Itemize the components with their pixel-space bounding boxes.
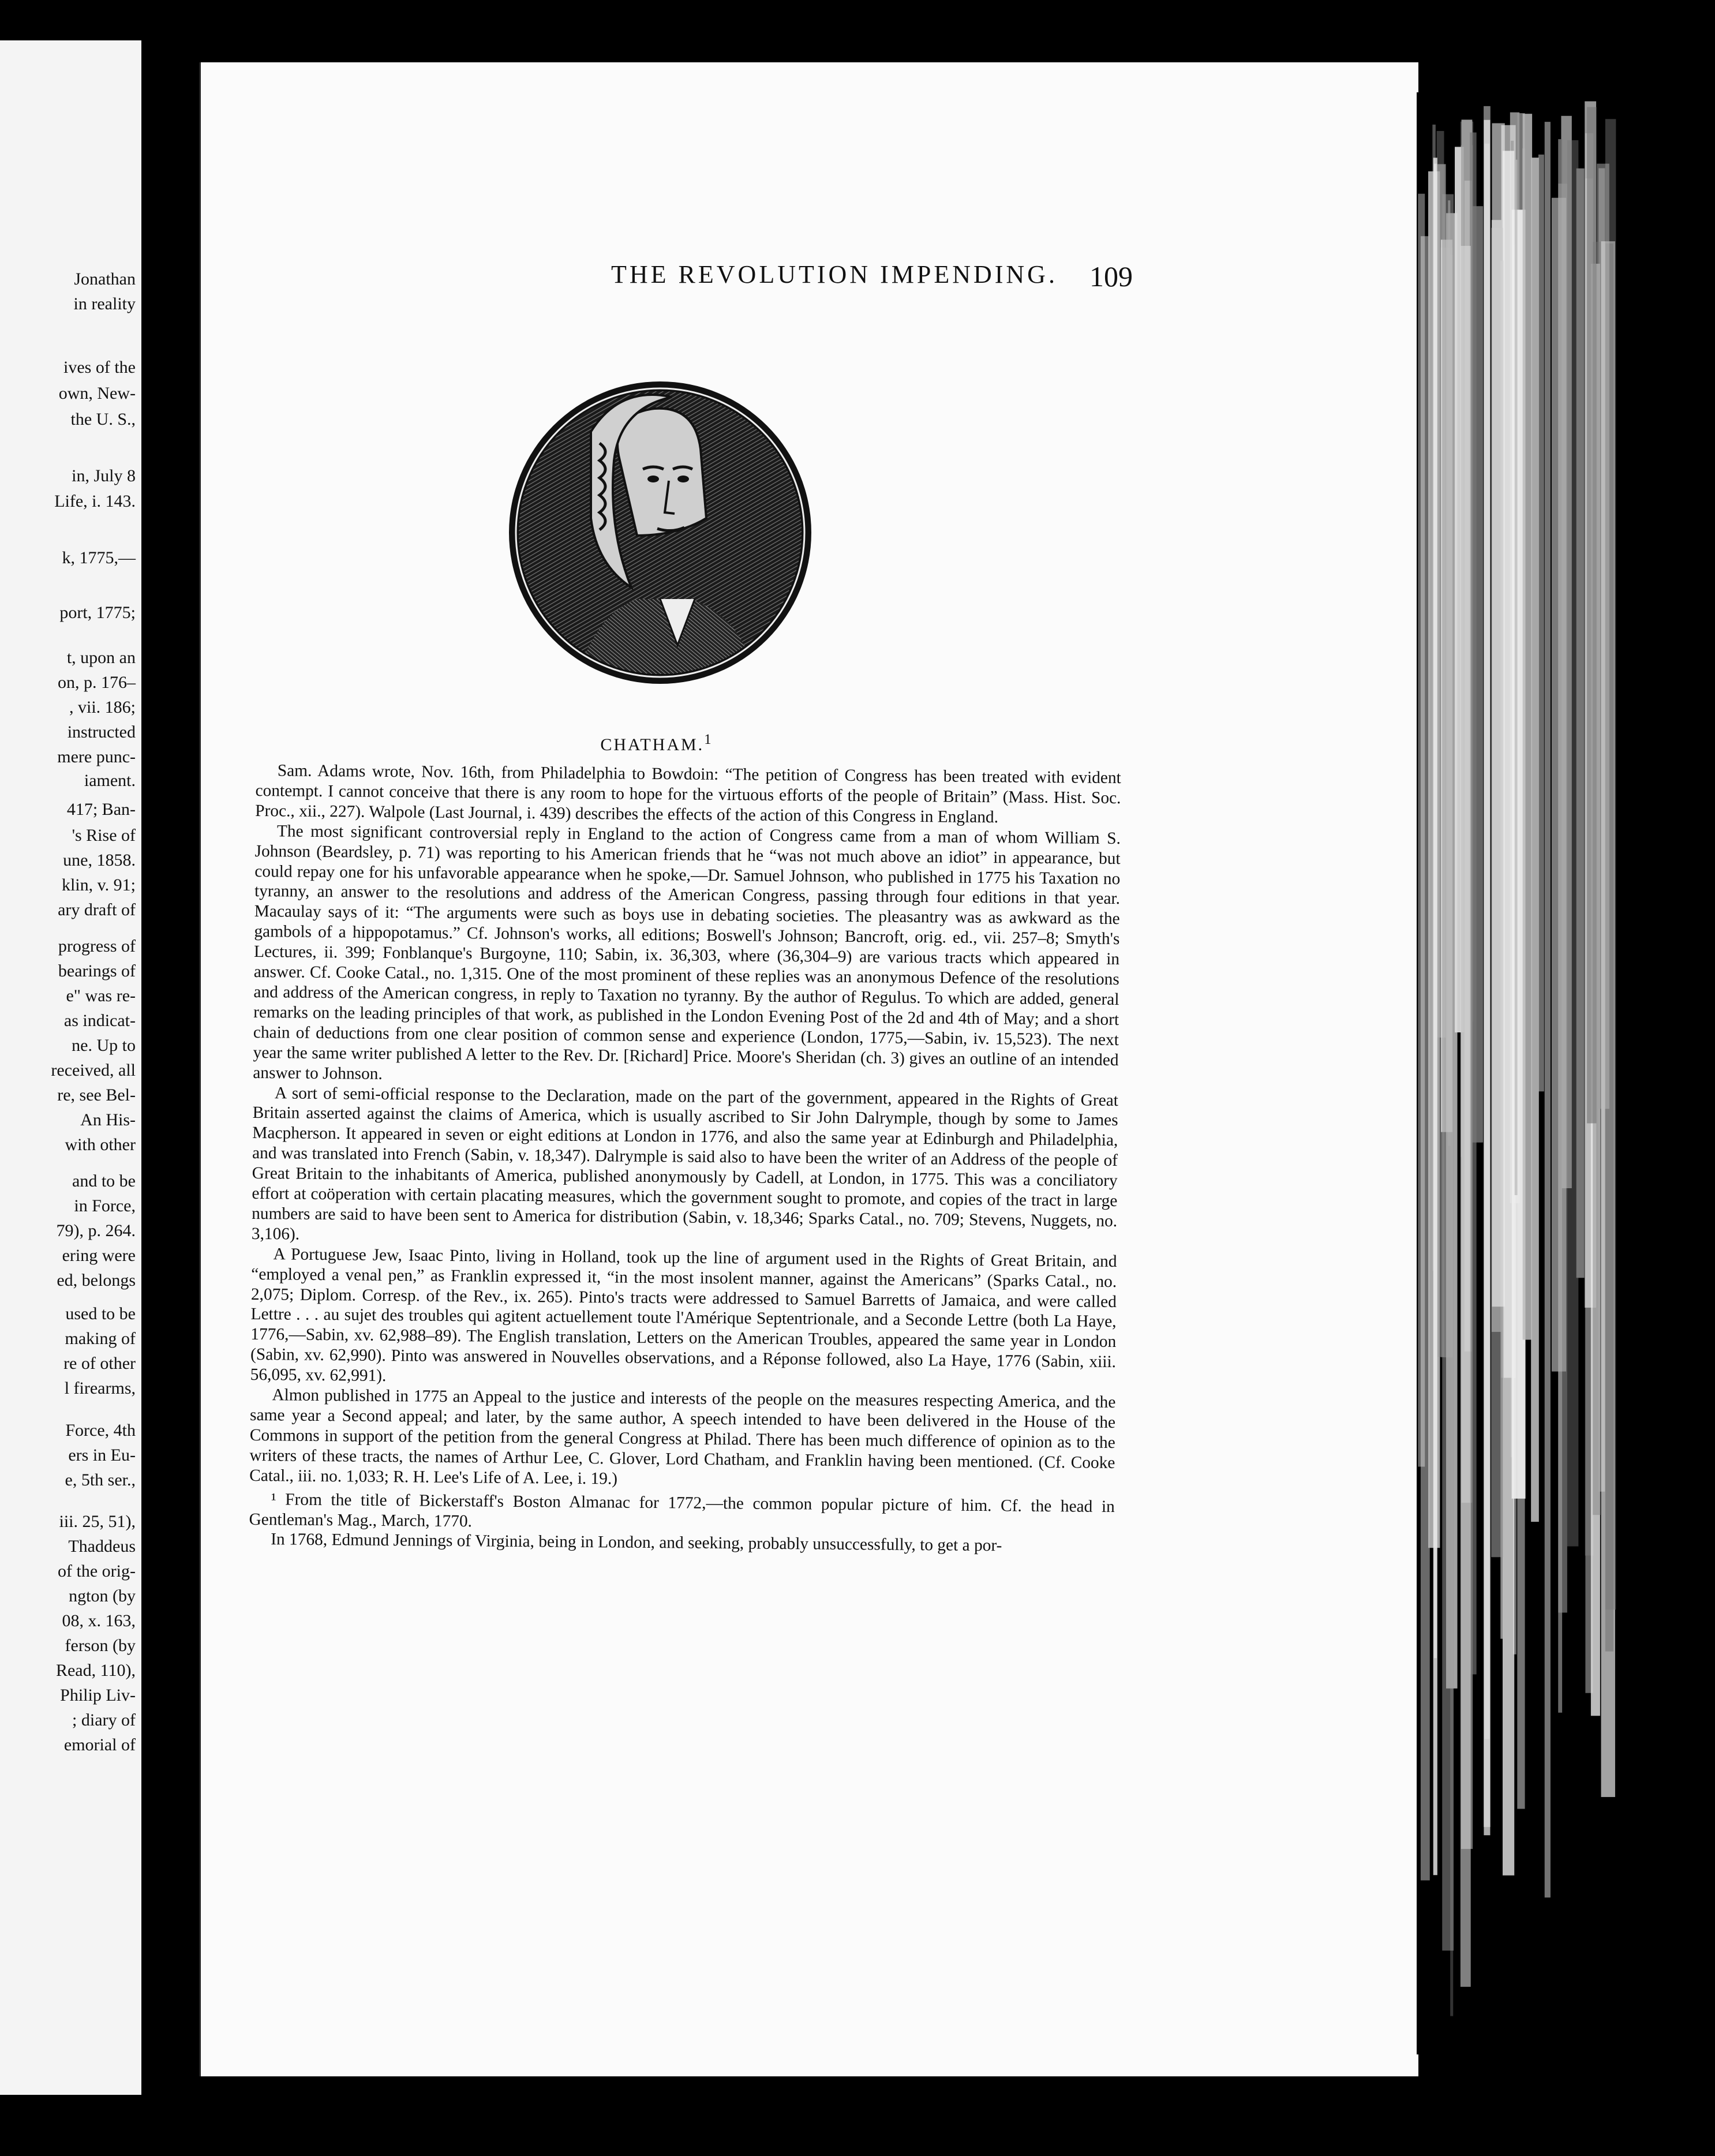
left-page-line: 's Rise of bbox=[72, 826, 136, 845]
left-page-line: emorial of bbox=[63, 1735, 136, 1754]
left-page-line: mere punc- bbox=[57, 747, 136, 766]
page-edge-streak bbox=[1531, 158, 1539, 1522]
left-page-line: Read, 110), bbox=[55, 1661, 136, 1680]
left-page-line: making of bbox=[65, 1329, 136, 1348]
left-page-line: ferson (by bbox=[65, 1636, 136, 1655]
left-page-line: port, 1775; bbox=[59, 603, 136, 622]
left-page-line: re of other bbox=[63, 1354, 136, 1373]
left-page-line: the U. S., bbox=[70, 410, 136, 429]
left-page-line: Force, 4th bbox=[65, 1421, 136, 1440]
page-edge-streak bbox=[1442, 194, 1454, 1951]
left-page-line: ; diary of bbox=[72, 1710, 136, 1730]
chatham-portrait-engraving bbox=[504, 345, 816, 720]
left-page-line: bearings of bbox=[58, 961, 136, 980]
left-page-line: t, upon an bbox=[66, 648, 136, 667]
left-page-line: received, all bbox=[51, 1061, 136, 1080]
left-page-line: klin, v. 91; bbox=[61, 875, 136, 894]
left-page-line: e, 5th ser., bbox=[65, 1470, 136, 1489]
paragraph: A Portuguese Jew, Isaac Pinto, living in Holland, took up the line of argument used in the Rights of Great Britain, and “employed a venal pen,” as Franklin expressed it, “in the most insolent manner, against the Americans” (Sparks Catal., no. 2,075; Diplom. Corresp. of the Rev., ix. 265). Pinto's tracts were addressed to Samuel Barretts of Jamaica, and were called Lettre . . . au sujet des troubles qui agitent actuellement toute l'Amérique Septentrionale, and a Seconde Lettre (both La Haye, 1776,—Sabin, xv. 62,988–89). The English translation, Letters on the American Troubles, appeared the same year in London (Sabin, xv. 62,990). Pinto was answered in Nouvelles observations, and a Réponse followed, also La Haye, 1776 (Sabin, xiii. 56,095, xv. 62,991). bbox=[250, 1245, 1117, 1386]
left-page-line: ering were bbox=[62, 1246, 136, 1265]
left-page-line: progress of bbox=[58, 937, 136, 956]
left-page-line: ne. Up to bbox=[72, 1036, 136, 1055]
left-page-line: used to be bbox=[65, 1304, 136, 1323]
left-page-line: of the orig- bbox=[58, 1562, 136, 1581]
left-page-line: 417; Ban- bbox=[66, 800, 136, 819]
left-page-line: with other bbox=[65, 1135, 136, 1154]
right-page bbox=[199, 62, 1418, 2076]
page-edge-streak bbox=[1567, 140, 1579, 1547]
left-page-line: instructed bbox=[67, 723, 136, 742]
footnote-continuation: In 1768, Edmund Jennings of Virginia, being in London, and seeking, probably unsuccessfully, to get a por- bbox=[271, 1530, 1002, 1555]
left-page-fragment bbox=[0, 40, 141, 2095]
page-edge-streak bbox=[1433, 158, 1437, 1875]
left-page-line: in reality bbox=[73, 294, 136, 313]
book-gutter bbox=[141, 35, 199, 2112]
page-edge-streak bbox=[1558, 184, 1567, 1612]
page-edge-streak bbox=[1523, 114, 1532, 1339]
paragraph: Sam. Adams wrote, Nov. 16th, from Philadelphia to Bowdoin: “The petition of Congress has been treated with evident contempt. I cannot conceive that there is any room to hope for the virtuous efforts of the people of Britain” (Mass. Hist. Soc. Proc., xii., 227). Walpole (Last Journal, i. 439) describes the effects of the action of this Congress in England. bbox=[255, 761, 1121, 827]
left-page-line: on, p. 176– bbox=[58, 673, 136, 692]
left-page-line: k, 1775,— bbox=[62, 548, 136, 567]
left-page-line: e" was re- bbox=[66, 986, 136, 1005]
left-page-line: An His- bbox=[80, 1110, 136, 1129]
page-number: 109 bbox=[1089, 260, 1133, 293]
left-page-line: , vii. 186; bbox=[69, 698, 136, 717]
body-text bbox=[249, 761, 1121, 1557]
page-edge-streak bbox=[1545, 122, 1551, 1897]
left-page-line: ary draft of bbox=[58, 900, 136, 919]
left-page-line: ives of the bbox=[63, 358, 136, 377]
footnote: ¹ From the title of Bickerstaff's Boston Almanac for 1772,—the common popular picture of him. Cf. the head in Gentleman's Mag., March, 1770. bbox=[249, 1489, 1115, 1530]
paragraph: Almon published in 1775 an Appeal to the justice and interests of the people on the measures respecting America, and the same year a Second appeal; and later, by the same author, A speech intended to have been delivered in the House of the Commons in support of the petition from the general Congress at Philad. There has been much difference of opinion as to the writers of these tracts, the names of Arthur Lee, C. Glover, Lord Chatham, and Franklin having been mentioned. (Cf. Cooke Catal., iii. no. 1,033; R. H. Lee's Life of A. Lee, i. 19.) bbox=[249, 1386, 1116, 1488]
left-page-line: ed, belongs bbox=[57, 1271, 136, 1290]
left-page-line: ngton (by bbox=[69, 1586, 136, 1605]
left-page-line: in, July 8 bbox=[72, 466, 136, 485]
left-page-line: une, 1858. bbox=[63, 851, 136, 870]
page-edge-streak bbox=[1484, 120, 1490, 1835]
portrait-caption: CHATHAM.$^1$ bbox=[600, 732, 713, 754]
page-edge-streak bbox=[1461, 246, 1471, 1987]
left-page-line: iament. bbox=[84, 771, 136, 790]
left-page-line: 08, x. 163, bbox=[62, 1611, 136, 1630]
book-page-edges bbox=[1417, 92, 1715, 2054]
page-edge-streak bbox=[1470, 133, 1477, 1675]
left-page-line: Life, i. 143. bbox=[54, 492, 136, 511]
left-page-line: as indicat- bbox=[63, 1011, 136, 1030]
paragraph: A sort of semi-official response to the Declaration, made on the part of the government, appeared in the Rights of Great Britain asserted against the claims of America, which is usually ascribed to Sir John Dalrymple, though by some to James Macpherson. It appeared in seven or eight editions at London in 1776, and also the same year at Edinburgh and Philadelphia, and was translated into French (Sabin, v. 18,347). Dalrymple is said also to have been the writer of an Address of the people of Great Britain to the inhabitants of America, published anonymously by Cadell, at London, in 1775. This was a conciliatory effort at coöperation with certain placating measures, which the government sought to promote, and copies of the tract in large numbers are said to have been sent to America for distribution (Sabin, v. 18,346; Sparks Catal., no. 709; Stevens, Nuggets, no. 3,106). bbox=[251, 1083, 1119, 1244]
left-page-line: l firearms, bbox=[64, 1379, 136, 1398]
left-page-line: Jonathan bbox=[74, 270, 136, 289]
left-page-line: own, New- bbox=[58, 384, 136, 403]
left-page-line: re, see Bel- bbox=[57, 1086, 136, 1105]
page-edge-streak bbox=[1593, 242, 1601, 1515]
left-page-line: Philip Liv- bbox=[60, 1686, 136, 1705]
running-head: THE REVOLUTION IMPENDING. bbox=[611, 260, 1058, 289]
left-page-line: Thaddeus bbox=[68, 1537, 136, 1556]
paragraph: The most significant controversial reply in England to the action of Congress came from a man of whom William S. Johnson (Beardsley, p. 71) was reporting to his American friends that he “was not much above an idiot” in appearance, but could repay one for his unfavorable appearance when he spoke,—Dr. Samuel Johnson, who published in 1775 his Taxation no tyranny, an answer to the resolutions and address of the American Congress, passing through four editions in that year. Macaulay says of it: “The arguments were such as boys use in debating societies. The pleasantry was as awkward as the gambols of a hippopotamus.” Cf. Johnson's works, all editions; Boswell's Johnson; Bancroft, orig. ed., vii. 257–8; Smyth's Lectures, ii. 399; Fonblanque's Burgoyne, 110; Sabin, ix. 36,303, where (36,304–9) are various tracts which appeared in answer. Cf. Cooke Catal., no. 1,315. One of the most prominent of these replies was an anonymous Defence of the resolutions and address of the American congress, in reply to Taxation no tyranny. By the author of Regulus. To which are added, general remarks on the leading principles of that work, as published in the London Evening Post of the 2d and 4th of May; and a short chain of deductions from one clear position of common sense and experience (London, 1775,—Sabin, iv. 15,523). The next year the same writer published A letter to the Rev. Dr. [Richard] Price. Moore's Sheridan (ch. 3) gives an outline of an intended answer to Johnson. bbox=[253, 822, 1121, 1083]
left-page-line: iii. 25, 51), bbox=[59, 1512, 136, 1531]
page-edge-streak bbox=[1538, 155, 1544, 1091]
left-page-line: and to be bbox=[72, 1171, 136, 1191]
left-page-line: ers in Eu- bbox=[68, 1446, 136, 1465]
left-page-line: in Force, bbox=[74, 1196, 136, 1215]
page-edge-streak bbox=[1515, 160, 1518, 1195]
page-edge-streak bbox=[1492, 123, 1504, 1307]
left-page-line: 79), p. 264. bbox=[56, 1221, 136, 1240]
